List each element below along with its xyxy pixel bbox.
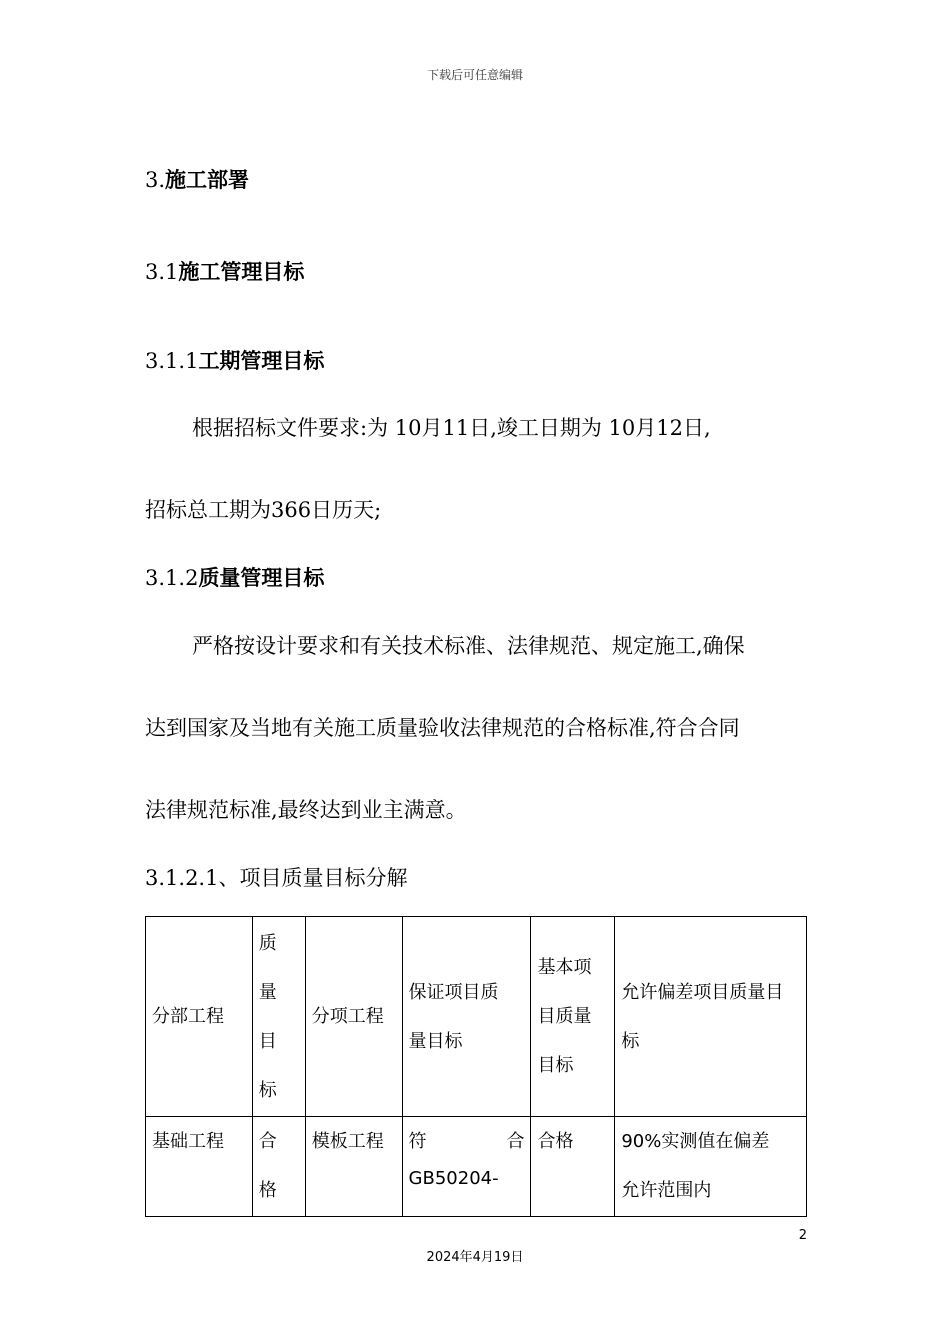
header-line: 允许偏差项目质量目 (621, 981, 784, 1003)
header-basic-item-target (531, 917, 615, 1117)
header-line: 量 (258, 981, 277, 1003)
quality-paragraph-line-1: 严格按设计要求和有关技术标准、法律规范、规定施工,确保 (192, 634, 745, 658)
cell-tolerance-item-target (615, 1117, 807, 1217)
header-line: 目标 (537, 1055, 574, 1076)
header-line: 目 (258, 1030, 277, 1052)
cell-basic-item-target: 合格 (531, 1117, 615, 1217)
heading-text: 质量管理目标 (198, 566, 325, 590)
header-line: 标 (621, 1030, 640, 1052)
schedule-paragraph-line-1: 根据招标文件要求:为 10月11日,竣工日期为 10月12日, (192, 416, 711, 440)
header-line: 量目标 (408, 1030, 463, 1052)
cell-subdivision: 模板工程 (305, 1117, 402, 1217)
cell-line: 合 (258, 1131, 277, 1152)
cell-line: 90%实测值在偏差 (621, 1131, 770, 1152)
table-row (146, 1117, 807, 1217)
header-line: 基本项 (537, 957, 592, 978)
heading-section-3-1 (145, 256, 304, 286)
quality-paragraph-line-3: 法律规范标准,最终达到业主满意。 (145, 798, 467, 822)
cell-guaranteed-item-target (402, 1117, 531, 1217)
heading-number: 3. (145, 168, 166, 192)
quality-target-table (145, 916, 807, 1217)
cell-line: 格 (258, 1180, 277, 1201)
cell-word: 符 (408, 1131, 427, 1152)
heading-number: 3.1 (145, 260, 179, 284)
header-subdivision: 分项工程 (305, 917, 402, 1117)
heading-section-3 (145, 164, 249, 194)
heading-text: 工期管理目标 (198, 349, 325, 373)
header-line: 目质量 (537, 1006, 592, 1027)
quality-breakdown-subheading: 3.1.2.1、项目质量目标分解 (145, 866, 408, 890)
header-guaranteed-item-target (402, 917, 531, 1117)
cell-line: GB50204- (408, 1168, 499, 1189)
header-line: 保证项目质 (408, 981, 499, 1003)
cell-line (409, 1129, 525, 1154)
heading-number: 3.1.2 (145, 566, 199, 590)
schedule-paragraph-line-2: 招标总工期为366日历天; (145, 498, 382, 522)
quality-paragraph-line-2: 达到国家及当地有关施工质量验收法律规范的合格标准,符合合同 (145, 716, 740, 740)
cell-division: 基础工程 (146, 1117, 253, 1217)
header-line: 标 (258, 1079, 277, 1101)
header-division: 分部工程 (146, 917, 253, 1117)
heading-text: 施工部署 (165, 168, 250, 192)
heading-number: 3.1.1 (145, 349, 199, 373)
heading-section-3-1-2 (145, 562, 324, 592)
cell-line: 允许范围内 (621, 1180, 712, 1201)
header-line: 质 (258, 932, 277, 954)
heading-text: 施工管理目标 (178, 260, 305, 284)
cell-quality-target (252, 1117, 305, 1217)
page-number: 2 (798, 1228, 807, 1243)
header-tolerance-item-target (615, 917, 807, 1117)
footer-date: 2024年4月19日 (426, 1250, 524, 1265)
cell-word: 合 (506, 1131, 525, 1152)
header-note: 下载后可任意编辑 (426, 68, 523, 82)
table-header-row (146, 917, 807, 1117)
heading-section-3-1-1 (145, 345, 324, 375)
header-quality-target (252, 917, 305, 1117)
